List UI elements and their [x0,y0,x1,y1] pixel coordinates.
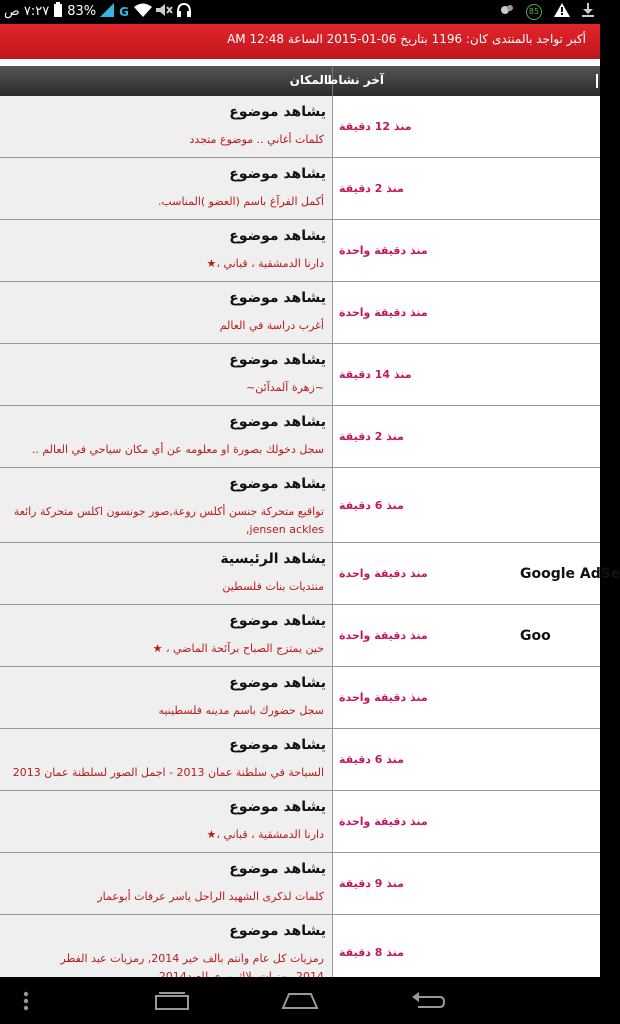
header-edge-marker [596,74,598,88]
download-icon [582,3,594,21]
row-topic-link[interactable]: حين يمتزج الصباح برآئحة الماضي ، ★ [152,642,324,655]
row-action: يشاهد موضوع [229,290,326,306]
row-last-activity: منذ دقيقة واحدة [339,815,428,828]
row-last-activity: منذ 12 دقيقة [339,120,412,133]
row-last-activity: منذ 8 دقيقة [339,946,404,959]
table-row [0,158,600,220]
table-row [0,468,600,543]
row-topic-link[interactable]: كلمات أغاني .. موضوع متجدد [189,133,324,146]
network-type: G [119,5,129,19]
row-action: يشاهد موضوع [229,476,326,492]
row-last-activity: منذ 2 دقيقة [339,430,404,443]
table-row [0,853,600,915]
row-user-name[interactable]: Goo [520,627,551,644]
home-icon[interactable] [278,977,322,1024]
row-topic-link[interactable]: دارنا الدمشقية ، قباني ،★ [206,257,324,270]
signal-icon [100,3,114,21]
row-topic-link[interactable]: تواقيع متحركة جنسن أكلس روعة,صور جونسون اكلس متحركة رائعة jensen ackles, [13,505,324,536]
row-topic-link[interactable]: دارنا الدمشقية ، قباني ،★ [206,828,324,841]
row-action: يشاهد موضوع [229,613,326,629]
row-last-activity: منذ 14 دقيقة [339,368,412,381]
row-last-activity: منذ دقيقة واحدة [339,306,428,319]
row-last-activity: منذ دقيقة واحدة [339,629,428,642]
row-topic-link[interactable]: سجل دخولك بصورة او معلومه عن أي مكان سياحي في العالم .. [31,443,324,456]
notification-icon [500,3,514,21]
row-topic-link[interactable]: أكمل الفرآغ باسم (العضو )المناسب. [157,195,324,208]
row-last-activity: منذ دقيقة واحدة [339,567,428,580]
row-last-activity: منذ دقيقة واحدة [339,244,428,257]
header-place[interactable]: المكان [289,73,328,87]
row-action: يشاهد موضوع [229,799,326,815]
row-action: يشاهد موضوع [229,228,326,244]
row-topic-link[interactable]: كلمات لذكرى الشهيد الراحل ياسر عرفات أبوعمار [97,890,324,903]
row-action: يشاهد موضوع [229,737,326,753]
row-topic-link[interactable]: منتديات بنات فلسطين [222,580,324,593]
battery-percent: 83% [67,4,97,19]
row-topic-link[interactable]: السياحة في سلطنة عمان 2013 - اجمل الصور لسلطنة عمان 2013 [12,766,324,779]
table-row [0,282,600,344]
table-row [0,344,600,406]
row-action: يشاهد موضوع [229,166,326,182]
row-action: يشاهد الرئيسية [220,551,326,567]
row-user-name[interactable]: Google AdSe [520,565,620,582]
status-bar [0,0,600,24]
row-last-activity: منذ 2 دقيقة [339,182,404,195]
row-topic-link[interactable]: رمزيات كل عام وانتم بالف خير 2014, رمزيات عيد الفطر [60,952,324,965]
row-last-activity: منذ 6 دقيقة [339,498,404,512]
header-last-activity[interactable]: آخر نشاط [325,73,384,87]
row-action: يشاهد موضوع [229,352,326,368]
record-banner: أكبر تواجد بالمنتدى كان: 1196 بتاريخ 06-01-2015 الساعة 12:48 AM [0,24,600,59]
recent-apps-icon[interactable] [150,977,194,1024]
table-row [0,729,600,791]
battery-icon [53,2,63,22]
table-row [0,791,600,853]
activity-table [0,96,620,991]
browser-page [0,24,620,977]
menu-dots-icon[interactable] [10,977,42,1024]
warning-icon [554,3,570,21]
row-topic-link[interactable]: سجل حضورك باسم مدينه فلسطينيه [158,704,324,717]
status-right [500,3,594,21]
row-topic-link[interactable]: أغرب دراسة في العالم [219,319,324,332]
table-row [0,667,600,729]
table-header [0,66,600,96]
table-row [0,605,600,667]
row-action: يشاهد موضوع [229,923,326,939]
row-last-activity: منذ 9 دقيقة [339,877,404,890]
table-row [0,96,600,158]
row-last-activity: منذ دقيقة واحدة [339,691,428,704]
back-icon[interactable] [406,977,450,1024]
clock: ٧:٢٧ ص [4,4,50,19]
banner-spacer [0,59,600,66]
mute-icon [156,3,172,21]
badge-85: 85 [526,4,542,20]
table-row [0,220,600,282]
navigation-bar [0,977,600,1024]
status-left [4,3,192,21]
row-action: يشاهد موضوع [229,675,326,691]
table-row [0,406,600,468]
row-last-activity: منذ 6 دقيقة [339,753,404,766]
table-row [0,543,620,605]
row-topic-link[interactable]: ~زهرة آلمدآئن~ [246,381,324,394]
headset-icon [176,2,192,22]
row-action: يشاهد موضوع [229,414,326,430]
wifi-icon [134,3,152,21]
row-action: يشاهد موضوع [229,104,326,120]
row-action: يشاهد موضوع [229,861,326,877]
